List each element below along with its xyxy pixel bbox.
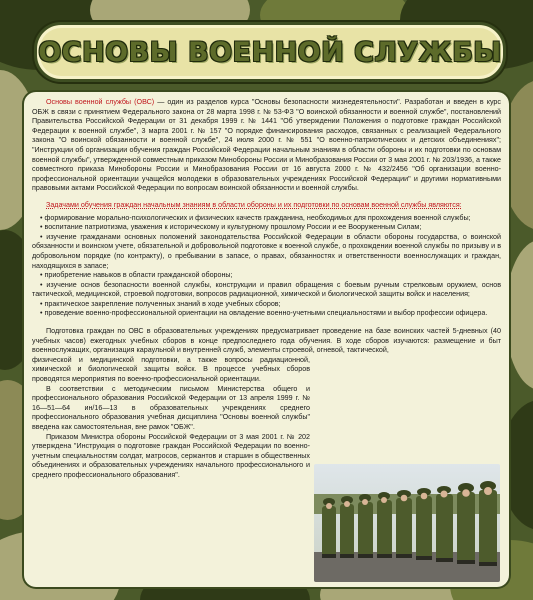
list-item: • изучение основ безопасности военной службы, конструкции и правил обращения с боевым ручным стрелковым оружием, основ тактической, медицинской, строевой подготовки, вопросов радиационной, химической и биологической защиты войск и населения; bbox=[32, 281, 501, 300]
list-item: • практическое закрепление полученных знаний в ходе учебных сборов; bbox=[32, 300, 501, 310]
intro-text: — один из разделов курса "Основы безопасности жизнедеятельности". Разработан и введен в курс ОБЖ в связи с принятием Федерального закона от 28 марта 1998 г. № 53-ФЗ "О воинской обязанности и военной службе", постановлений Правительства Российской Федерации от 31 декабря 1999 г. № 1441 "Об утверждении Положения о подготовке граждан Российской Федерации к военной службе", 3 марта 2001 г. № 157 "О порядке финансирования расходов, связанных с реализацией Федерального закона "О воинской обязанности и военной службе", 24 июля 2000 г. № 551 "О военно-патриотических и детских объединениях"; "Инструкции об организации обучения граждан Российской Федерации начальным знаниям в области обороны и их подготовки по основам военной службы", утвержденной совместным приказом Минобороны России и Минобразования России от 3 мая 2001 г. № 203/1936, а также совместного приказа Минобороны России и Минобразования России от 16 августа 2000 г. № 432/2456 "Об организации военно-профессиональной ориентации учащейся молодежи в образовательных учреждениях Российской Федерации" и другими нормативными правовыми актами Российской Федерации по вопросам воинской обязанности и военной службы. bbox=[32, 98, 501, 193]
tasks-list bbox=[32, 214, 501, 320]
soldiers-parade-photo bbox=[314, 464, 500, 582]
list-item: • проведение военно-профессиональной ориентации на овладение военно-учетными специальностями и выбор профессии офицера. bbox=[32, 309, 501, 319]
list-item: • изучение гражданами основных положений законодательства Российской Федерации в области обороны государства, о воинской обязанности и воинском учете, обязательной и добровольной подготовке к военной службе, о прохождении военной службы по призыву и в добровольном порядке (по контракту), о пребывании в запасе, о правах, обязанностях и ответственности военнослужащих и граждан, находящихся в запасе; bbox=[32, 233, 501, 271]
page-title: ОСНОВЫ ВОЕННОЙ СЛУЖБЫ bbox=[38, 36, 502, 68]
order-paragraph: Приказом Министра обороны Российской Федерации от 3 мая 2001 г. № 202 утверждена "Инструкция о подготовке граждан Российской Федерации по военно-учетным специальностям солдат, матросов, сержантов и старшин в общественных объединениях и образовательных учреждениях начального профессионального и среднего профессионального образования". bbox=[32, 432, 310, 479]
header-plate bbox=[34, 22, 506, 82]
training-paragraph-wide: Подготовка граждан по ОВС в образовательных учреждениях предусматривает проведение на базе воинских частей 5-дневных (40 учебных часов) ежегодных учебных сборов в конце предпоследнего года обучения. В ходе сборов изучаются: размещение и быт военнослужащих, организация караульной и внутренней служб, элементы строевой, огневой, тактической, bbox=[32, 327, 501, 355]
list-item: • воспитание патриотизма, уважения к историческому и культурному прошлому России и ее Вооруженным Силам; bbox=[32, 223, 501, 233]
training-paragraph-narrow: физической и медицинской подготовки, а также вопросы радиационной, химической и биологической защиты войск. В процессе учебных сборов проводятся мероприятия по военно-профессиональной ориентации. bbox=[32, 355, 310, 384]
intro-highlight: Основы военной службы (ОВС) bbox=[46, 98, 155, 106]
tasks-title: Задачами обучения граждан начальным знаниям в области обороны и их подготовки по основам военной службы являются: bbox=[46, 200, 462, 209]
list-item: • приобретение навыков в области гражданской обороны; bbox=[32, 271, 501, 281]
intro-paragraph bbox=[32, 98, 501, 194]
content-body bbox=[32, 98, 501, 481]
content-panel bbox=[24, 92, 509, 587]
methodical-paragraph: В соответствии с методическим письмом Министерства общего и профессионального образования Российской Федерации от 13 апреля 1999 г. № 16—51—64 ин/16—13 в образовательных учреждениях среднего профессионального образования учебная дисциплина "Основы военной службы" введена как самостоятельная, вне рамок "ОБЖ". bbox=[32, 384, 310, 431]
list-item: • формирование морально-психологических и физических качеств гражданина, необходимых для прохождения военной службы; bbox=[32, 214, 501, 224]
